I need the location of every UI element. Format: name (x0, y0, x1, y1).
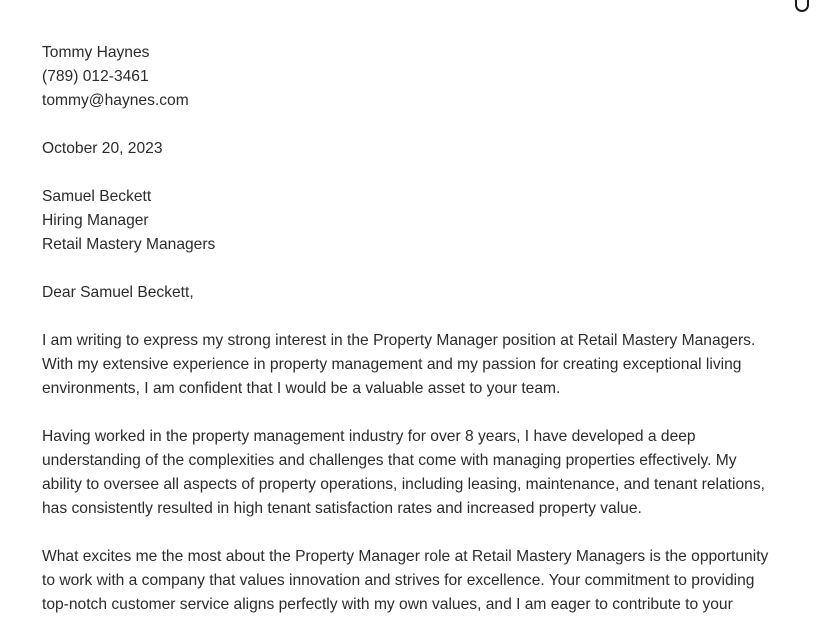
paragraph-line: understanding of the complexities and challenges that come with managing properties effectively. My (42, 452, 737, 469)
body-paragraph-3 (42, 545, 812, 617)
recipient-title: Hiring Manager (42, 212, 149, 229)
letter-date: October 20, 2023 (42, 140, 163, 157)
salutation: Dear Samuel Beckett, (42, 284, 194, 301)
paragraph-line: environments, I am confident that I would be a valuable asset to your team. (42, 380, 561, 397)
body-paragraph-1 (42, 329, 812, 401)
paragraph-line: ability to oversee all aspects of property operations, including leasing, maintenance, and tenant relations, (42, 476, 765, 493)
sender-name: Tommy Haynes (42, 44, 150, 61)
sender-email: tommy@haynes.com (42, 92, 189, 109)
sender-block (42, 41, 812, 113)
paragraph-line: has consistently resulted in high tenant satisfaction rates and increased property value. (42, 500, 642, 517)
recipient-name: Samuel Beckett (42, 188, 152, 205)
body-paragraph-2 (42, 425, 812, 521)
paragraph-line: I am writing to express my strong interest in the Property Manager position at Retail Mastery Managers. (42, 332, 756, 349)
paragraph-line: top-notch customer service aligns perfectly with my own values, and I am eager to contribute to your (42, 596, 733, 613)
sender-phone: (789) 012-3461 (42, 68, 149, 85)
recipient-block (42, 185, 812, 257)
paragraph-line: What excites me the most about the Property Manager role at Retail Mastery Managers is the opportunity (42, 548, 769, 565)
recipient-company: Retail Mastery Managers (42, 236, 216, 253)
paragraph-line: Having worked in the property management industry for over 8 years, I have developed a deep (42, 428, 696, 445)
cover-letter (42, 41, 812, 617)
paragraph-line: to work with a company that values innovation and strives for excellence. Your commitment to providing (42, 572, 755, 589)
partial-icon-top-right (795, 0, 809, 12)
paragraph-line: With my extensive experience in property management and my passion for creating exceptional living (42, 356, 742, 373)
